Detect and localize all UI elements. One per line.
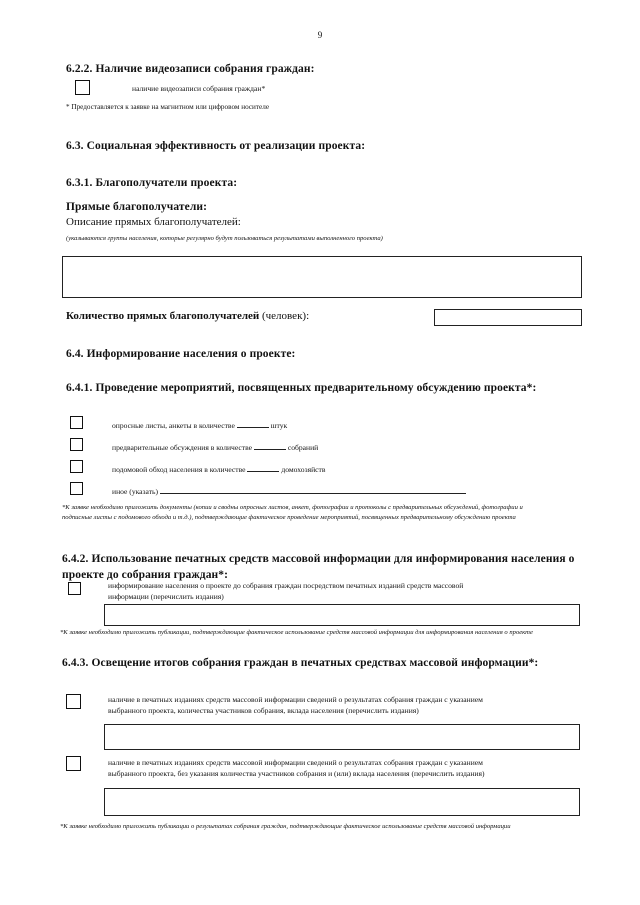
discussions-count-field[interactable] [254, 440, 286, 450]
surveys-unit: штук [270, 421, 288, 430]
section-6-4-2-heading [62, 552, 592, 583]
other-label: иное (указать) [112, 487, 159, 496]
section-6-4-2-note: *К заявке необходимо приложить публикации, подтверждающие фактическое использование средств массовой информации для информирования населения о проекте [60, 629, 533, 636]
page-number: 9 [317, 30, 323, 40]
label-line-2: выбранного проекта, количества участников собрания, вклада населения (перечислить издания) [108, 706, 419, 715]
results-with-details-label [108, 694, 588, 716]
door-to-door-checkbox[interactable] [70, 460, 83, 473]
discussions-label: предварительные обсуждения в количестве [112, 443, 253, 452]
surveys-label: опросные листы, анкеты в количестве [112, 421, 235, 430]
surveys-checkbox[interactable] [70, 416, 83, 429]
direct-beneficiaries-hint: (указываются группы населения, которые регулярно будут пользоваться результатами выполненного проекта) [66, 235, 383, 242]
door-to-door-count-field[interactable] [247, 462, 279, 472]
direct-beneficiaries-title: Прямые благополучатели: [66, 201, 208, 213]
video-recording-checkbox[interactable] [75, 80, 90, 95]
section-6-4-3-note: *К заявке необходимо приложить публикации о результатах собрания граждан, подтверждающие фактическое использование средств массовой информации [60, 823, 511, 830]
direct-beneficiaries-count-label [66, 310, 309, 322]
discussions-checkbox[interactable] [70, 438, 83, 451]
section-6-4-3-heading: 6.4.3. Освещение итогов собрания граждан в печатных средствах массовой информации*: [62, 657, 539, 669]
other-checkbox[interactable] [70, 482, 83, 495]
door-to-door-row [112, 462, 325, 475]
surveys-row [112, 418, 287, 431]
video-recording-label: наличие видеозаписи собрания граждан* [132, 84, 266, 93]
door-to-door-label: подомовой обход населения в количестве [112, 465, 246, 474]
other-row [112, 484, 466, 497]
section-6-4-heading: 6.4. Информирование населения о проекте: [66, 348, 296, 360]
video-recording-footnote: * Предоставляется к заявке на магнитном или цифровом носителе [66, 103, 270, 111]
print-media-before-field[interactable] [104, 604, 580, 626]
label-line-1: наличие в печатных изданиях средств массовой информации сведений о результатах собрания граждан с указанием [108, 695, 483, 704]
direct-beneficiaries-description-field[interactable] [62, 256, 582, 298]
print-media-before-checkbox[interactable] [68, 582, 81, 595]
direct-beneficiaries-description-label: Описание прямых благополучателей: [66, 216, 241, 228]
discussions-row [112, 440, 318, 453]
results-without-details-checkbox[interactable] [66, 756, 81, 771]
section-6-3-heading: 6.3. Социальная эффективность от реализации проекта: [66, 140, 366, 152]
heading-line-2: проекте до собрания граждан*: [62, 568, 229, 581]
count-label-bold: Количество прямых благополучателей [66, 310, 260, 322]
section-6-4-1-note: *К заявке необходимо приложить документы (копии и сводны опросных листов, анкет, фотографии и протоколы с предварительных обсуждений, фотографии и подписные листы с подомового обхода и т.д.), подтверждающие фактическое проведение мероприятий, посвященных предварительному обсуждению проекта [62, 504, 523, 521]
direct-beneficiaries-count-field[interactable] [434, 309, 582, 326]
surveys-count-field[interactable] [237, 418, 269, 428]
heading-line-1: 6.4.2. Использование печатных средств массовой информации для информирования населения о [62, 553, 575, 565]
section-6-2-2-heading: 6.2.2. Наличие видеозаписи собрания граждан: [66, 63, 315, 75]
label-line-2: выбранного проекта, без указания количества участников собрания и (или) вклада населения (перечислить издания) [108, 769, 485, 778]
results-without-details-field[interactable] [104, 788, 580, 816]
label-line-1: информирование населения о проекте до собрания граждан посредством печатных изданий средств массовой [108, 581, 464, 590]
print-media-before-label [108, 580, 588, 602]
results-with-details-checkbox[interactable] [66, 694, 81, 709]
results-with-details-field[interactable] [104, 724, 580, 750]
label-line-2: информации (перечислить издания) [108, 592, 224, 601]
discussions-unit: собраний [287, 443, 319, 452]
count-label-unit: (человек): [259, 310, 310, 322]
section-6-3-1-heading: 6.3.1. Благополучатели проекта: [66, 177, 238, 189]
section-6-4-1-heading: 6.4.1. Проведение мероприятий, посвященных предварительному обсуждению проекта*: [66, 382, 537, 394]
other-specify-field[interactable] [160, 484, 466, 494]
door-to-door-unit: домохозяйств [281, 465, 326, 474]
results-without-details-label [108, 757, 588, 779]
label-line-1: наличие в печатных изданиях средств массовой информации сведений о результатах собрания граждан с указанием [108, 758, 483, 767]
